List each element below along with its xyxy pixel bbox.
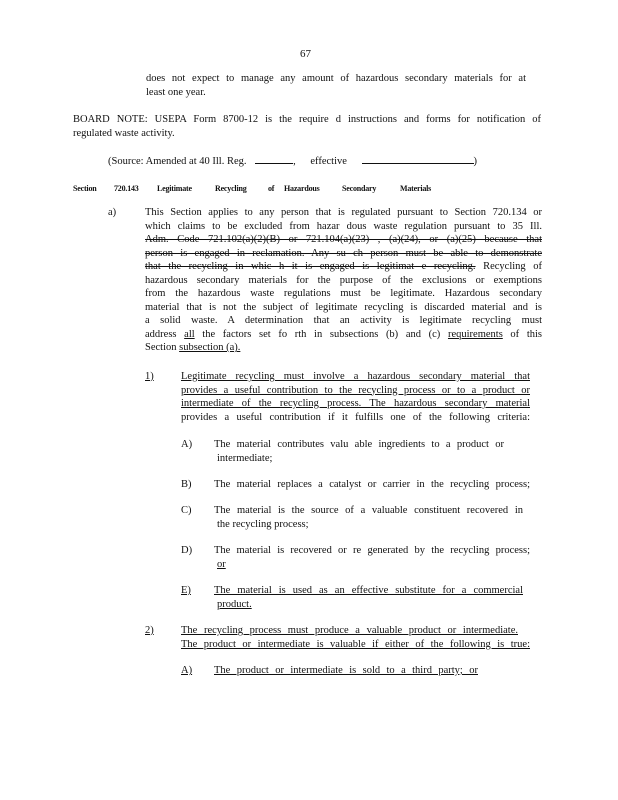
item-2-inserted-line: The recycling process must produce a valuable product or intermediate. [181, 625, 518, 636]
criterion-a-marker: A) [181, 439, 193, 450]
criterion-a-line-2: intermediate; [217, 453, 273, 464]
criterion-d-marker: D) [181, 545, 193, 556]
para-a-marker: a) [108, 207, 117, 218]
para-a-deleted-line: Adm. Code 721.102(a)(2)(B) or 721.104(a)(23) , (a)(24), or (a)(25) because that [145, 234, 542, 245]
para-a-deleted-line: person is engaged in reclamation. Any su ch person must be able to demonstrate [145, 247, 542, 259]
criterion-b-marker: B) [181, 479, 192, 490]
para-a-line [145, 341, 542, 355]
para-a-text: address [145, 328, 185, 340]
para-a-line [145, 260, 542, 274]
source-effective: effective [310, 156, 347, 167]
section-label: Section [73, 184, 97, 193]
section-title-word-6: Materials [400, 184, 432, 193]
register-blank [255, 153, 293, 164]
section-heading [73, 182, 523, 194]
item-2a-line-1: The product or intermediate is sold to a third party; or [214, 665, 478, 676]
effective-date-blank [362, 153, 474, 164]
source-prefix: (Source: Amended at 40 Ill. Reg. [108, 156, 247, 167]
para-a-text: of this [502, 328, 543, 340]
item-1-marker: 1) [145, 371, 154, 382]
item-2a-marker: A) [181, 665, 193, 676]
criterion-e-line-1: The material is used as an effective substitute for a commercial [214, 585, 523, 596]
page-number: 67 [300, 48, 311, 60]
source-close: ) [473, 156, 478, 167]
item-2-marker: 2) [145, 625, 154, 636]
para-a-inserted-text: requirements [447, 328, 503, 340]
section-title-word-5: Secondary [342, 184, 377, 193]
criterion-e-marker: E) [181, 585, 191, 596]
item-2-inserted-line: The product or intermediate is valuable if either of the following is true: [181, 638, 530, 650]
para-a-line: hazardous secondary materials for the purpose of the exclusions or exemptions [145, 274, 542, 286]
criterion-b-line-1: The material replaces a catalyst or carrier in the recycling process; [214, 479, 530, 490]
para-a-line: a solid waste. A determination that an activity is legitimate recycling must [145, 315, 542, 326]
para-a-line: This Section applies to any person that is regulated pursuant to Section 720.134 or [145, 207, 542, 218]
item-1-body [181, 370, 530, 424]
criterion-c-marker: C) [181, 505, 192, 516]
para-a-line: from the hazardous waste regulations must be legitimate. Hazardous secondary [145, 288, 542, 299]
section-title-word-3: of [268, 184, 275, 193]
section-title-word-2: Recycling [215, 184, 247, 193]
para-a-body [145, 206, 542, 355]
para-a-inserted-text: all [184, 328, 195, 340]
item-1-line: provides a useful contribution if it fulfills one of the following criteria: [181, 411, 530, 423]
criterion-e-line-2: product. [217, 599, 252, 610]
para-a-deleted-text: that the recycling in whic h it is engaged is legitimat e recycling. [145, 261, 476, 272]
intro-line-1: does not expect to manage any amount of hazardous secondary materials for at [146, 73, 526, 84]
para-a-line [145, 328, 542, 342]
item-1-inserted-line: Legitimate recycling must involve a hazardous secondary material that [181, 371, 530, 382]
criterion-d-line-2: or [217, 559, 226, 570]
section-number: 720.143 [114, 184, 139, 193]
para-a-text: Recycling of [475, 261, 542, 272]
intro-line-2: least one year. [146, 87, 206, 98]
section-title-word-4: Hazardous [284, 184, 320, 193]
section-title-word-1: Legitimate [157, 184, 192, 193]
para-a-text: Section [145, 342, 180, 353]
item-1-inserted-line: provides a useful contribution to the recycling process or to a product or [181, 384, 530, 396]
board-note-line-2: regulated waste activity. [73, 128, 175, 139]
para-a-line: material that is not the subject of legitimate recycling is discarded material and is [145, 301, 542, 313]
para-a-line: which claims to be excluded from hazar dous waste regulation pursuant to 35 Ill. [145, 220, 542, 232]
board-note-line-1: BOARD NOTE: USEPA Form 8700-12 is the require d instructions and forms for notification of [73, 114, 541, 125]
criterion-a-line-1: The material contributes valu able ingredients to a product or [214, 439, 504, 450]
criterion-d-line-1: The material is recovered or re generated by the recycling process; [214, 545, 530, 556]
source-note: (Source: Amended at 40 Ill. Reg. , effective ) [108, 153, 477, 169]
para-a-inserted-text: subsection (a). [179, 342, 241, 353]
item-1-inserted-line: intermediate of the recycling process. The hazardous secondary material [181, 398, 530, 409]
criterion-c-line-1: The material is the source of a valuable constituent recovered in [214, 505, 523, 516]
item-2-body [181, 624, 530, 651]
para-a-text: the factors set fo rth in subsections (b) and (c) [194, 328, 448, 340]
criterion-c-line-2: the recycling process; [217, 519, 309, 530]
